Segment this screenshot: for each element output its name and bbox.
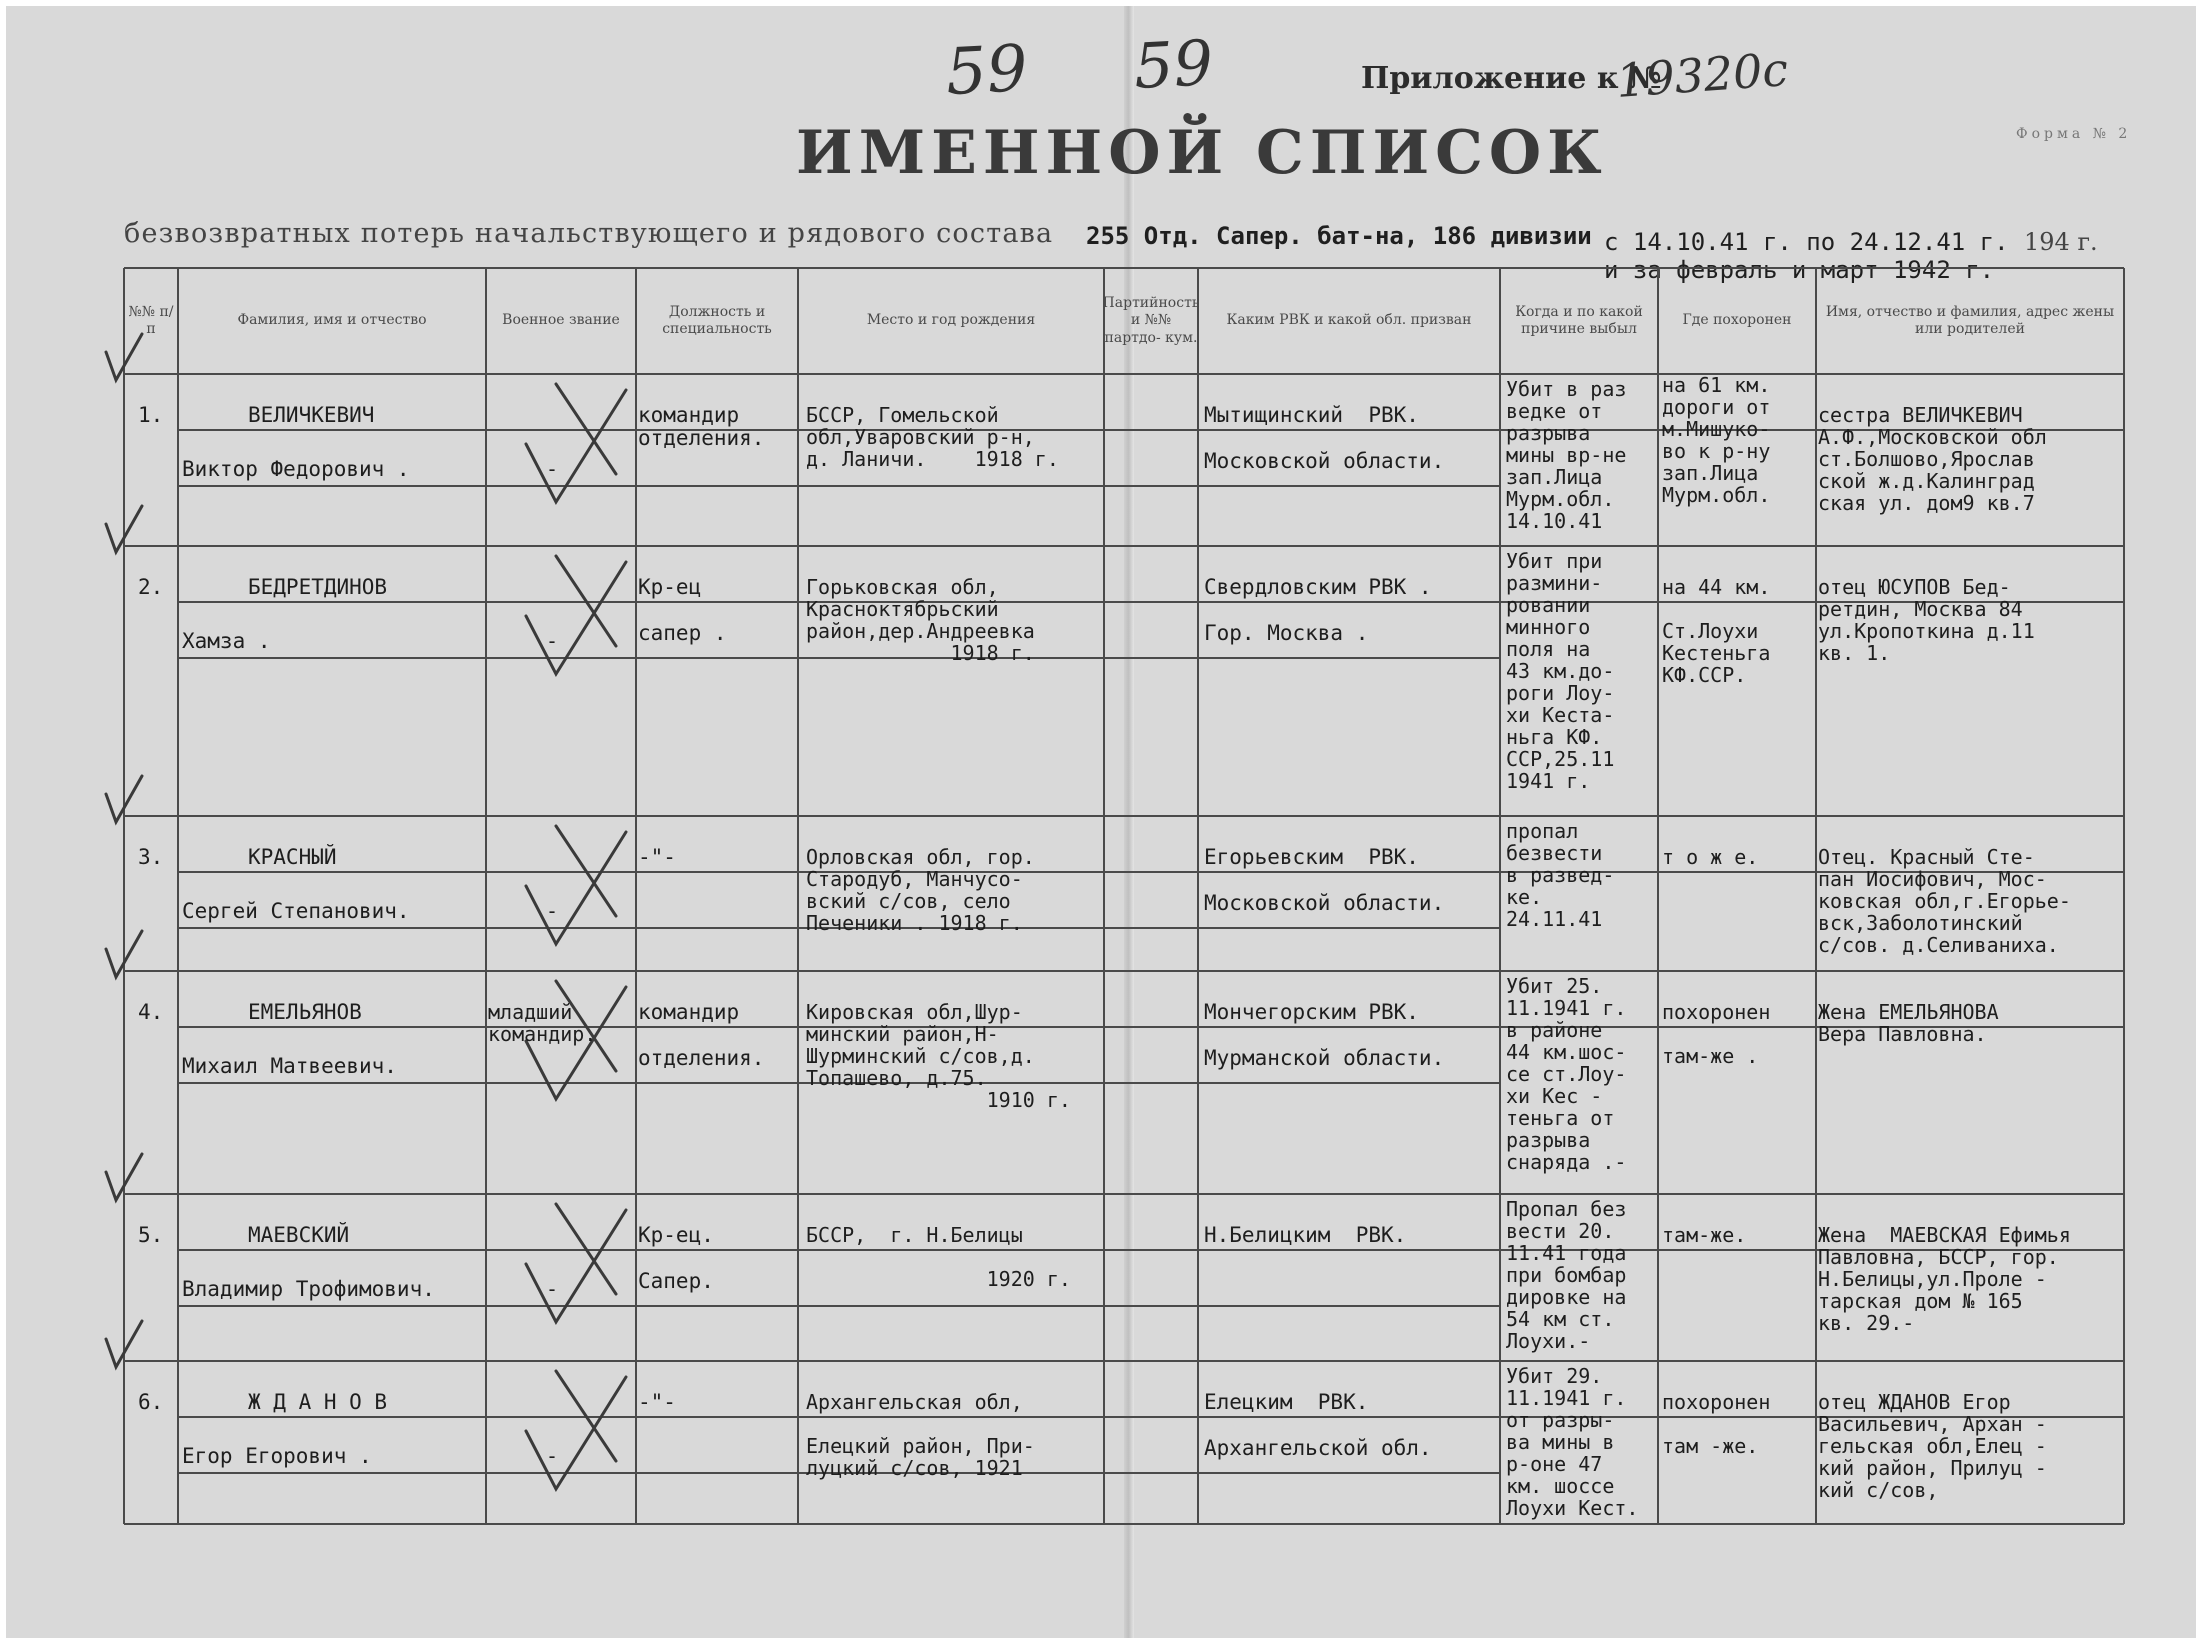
- row-number: 1.: [138, 403, 164, 427]
- surname: БЕДРЕТДИНОВ: [248, 575, 388, 599]
- draft-office: Мытищинский РВК. Московской области.: [1204, 403, 1445, 473]
- relatives-address: отец ЮСУПОВ Бед- ретдин, Москва 84 ул.Кропоткина д.11 кв. 1.: [1818, 575, 2035, 665]
- appendix-label: Приложение к №: [1361, 61, 1662, 96]
- birthplace-year: Орловская обл, гор. Стародуб, Манчусо- вский с/сов, село Печеники . 1918 г.: [806, 845, 1035, 935]
- loss-reason: Убит 25. 11.1941 г. в районе 44 км.шос- се ст.Лоу- хи Кес - теньга от разрыва снаряда .-: [1506, 974, 1627, 1174]
- given-names: Сергей Степанович.: [182, 899, 410, 923]
- cross-check-mark: [526, 1371, 626, 1489]
- col-num-header: №№ п/п: [128, 303, 174, 337]
- burial-place: на 44 км. Ст.Лоухи Кестеньга КФ.ССР.: [1662, 575, 1771, 687]
- draft-office: Н.Белицким РВК.: [1204, 1223, 1407, 1247]
- row-number: 4.: [138, 1000, 164, 1024]
- handwritten-page-number-2: 59: [1132, 25, 1215, 104]
- military-rank: -: [546, 1444, 559, 1468]
- draft-office: Свердловским РВК . Гор. Москва .: [1204, 575, 1432, 645]
- loss-reason: Убит в раз ведке от разрыва мины вр-не зап.Лица Мурм.обл. 14.10.41: [1506, 377, 1627, 533]
- unit-name: 255 Отд. Сапер. бат-на, 186 дивизии: [1086, 222, 1592, 250]
- position: командир отделения.: [638, 403, 765, 450]
- col-reason-header: Когда и по какой причине выбыл: [1515, 303, 1643, 337]
- burial-place: похоронен там -же.: [1662, 1390, 1771, 1458]
- position: -"-: [638, 845, 676, 869]
- birthplace-year: БССР, г. Н.Белицы 1920 г.: [806, 1223, 1071, 1291]
- relatives-address: Жена ЕМЕЛЬЯНОВА Вера Павловна.: [1818, 1000, 1999, 1046]
- draft-office: Елецким РВК. Архангельской обл.: [1204, 1390, 1432, 1460]
- row-number: 2.: [138, 575, 164, 599]
- military-rank: -: [546, 457, 559, 481]
- relatives-address: отец ЖДАНОВ Егор Васильевич, Архан - гельская обл,Елец - кий район, Прилуц - кий с/сов,: [1818, 1390, 2047, 1502]
- given-names: Михаил Матвеевич.: [182, 1054, 397, 1078]
- col-position-header: Должность и специальность: [662, 303, 772, 337]
- military-rank: младший командир.: [488, 1000, 597, 1046]
- given-names: Хамза .: [182, 629, 271, 653]
- burial-place: похоронен там-же .: [1662, 1000, 1771, 1068]
- relatives-address: Жена МАЕВСКАЯ Ефимья Павловна, БССР, гор. Н.Белицы,ул.Проле - тарская дом № 165 кв. 29.-: [1818, 1223, 2071, 1335]
- row-number: 5.: [138, 1223, 164, 1247]
- position: Кр-ец сапер .: [638, 575, 727, 645]
- relatives-address: Отец. Красный Сте- пан Иосифович, Мос- ковская обл,г.Егорье- вск,Заболотинский с/сов. д.Селиваниха.: [1818, 845, 2071, 957]
- military-rank: -: [546, 1277, 559, 1301]
- burial-place: т о ж е.: [1662, 845, 1759, 869]
- page-title: ИМЕННОЙ СПИСОК: [796, 118, 1608, 188]
- military-rank: -: [546, 899, 559, 923]
- period-line-1: с 14.10.41 г. по 24.12.41 г.: [1604, 228, 2009, 256]
- col-relatives-header: Имя, отчество и фамилия, адрес жены или родителей: [1825, 303, 2115, 337]
- col-party-header: Партийность и №№ партдо- кум.: [1102, 294, 1200, 346]
- birthplace-year: Кировская обл,Шур- минский район,Н- Шурминский с/сов,д. Топашево, д.75. 1910 г.: [806, 1000, 1071, 1112]
- handwritten-page-number: 59: [944, 31, 1030, 111]
- col-birth-header: Место и год рождения: [866, 312, 1036, 329]
- loss-reason: Убит 29. 11.1941 г. от разры- ва мины в р-оне 47 км. шоссе Лоухи Кест.: [1506, 1364, 1639, 1520]
- surname: МАЕВСКИЙ: [248, 1223, 350, 1247]
- cross-check-mark: [526, 556, 626, 674]
- relatives-address: сестра ВЕЛИЧКЕВИЧ А.Ф.,Московской обл ст.Болшово,Ярослав ской ж.д.Калинград ская ул. дом9 кв.7: [1818, 403, 2047, 515]
- given-names: Егор Егорович .: [182, 1444, 372, 1468]
- year-placeholder: 194 г.: [2024, 228, 2098, 256]
- surname: ВЕЛИЧКЕВИЧ: [248, 403, 375, 427]
- position: -"-: [638, 1390, 676, 1414]
- burial-place: на 61 км. дороги от м.Мишуко- во к р-ну зап.Лица Мурм.обл.: [1662, 373, 1771, 507]
- draft-office: Егорьевским РВК. Московской области.: [1204, 845, 1445, 915]
- loss-reason: Пропал без вести 20. 11.41 года при бомбар дировке на 54 км ст. Лоухи.-: [1506, 1197, 1627, 1353]
- appendix-number: 19320с: [1614, 42, 1790, 108]
- cross-check-mark: [526, 1204, 626, 1322]
- form-number: Форма № 2: [2016, 126, 2132, 142]
- surname: ЕМЕЛЬЯНОВ: [248, 1000, 362, 1024]
- row-number: 6.: [138, 1390, 164, 1414]
- col-name-header: Фамилия, имя и отчество: [237, 312, 427, 329]
- draft-office: Мончегорским РВК. Мурманской области.: [1204, 1000, 1445, 1070]
- birthplace-year: БССР, Гомельской обл,Уваровский р-н, д. Ланичи. 1918 г.: [806, 403, 1059, 471]
- document-page: [6, 6, 2196, 1638]
- given-names: Владимир Трофимович.: [182, 1277, 435, 1301]
- given-names: Виктор Федорович .: [182, 457, 410, 481]
- birthplace-year: Горьковская обл, Красноктябрьский район,дер.Андреевка 1918 г.: [806, 575, 1035, 665]
- col-burial-header: Где похоронен: [1682, 312, 1792, 329]
- military-rank: -: [546, 629, 559, 653]
- burial-place: там-же.: [1662, 1223, 1747, 1247]
- surname: КРАСНЫЙ: [248, 845, 337, 869]
- loss-reason: Убит при размини- ровании минного поля на 43 км.до- роги Лоу- хи Кеста- ньга КФ. ССР,25.11 1941 г.: [1506, 549, 1615, 793]
- col-rvk-header: Каким РВК и какой обл. призван: [1226, 312, 1472, 329]
- period-line-2: и за февраль и март 1942 г.: [1604, 256, 1995, 284]
- row-number: 3.: [138, 845, 164, 869]
- loss-reason: пропал безвести в развед- ке. 24.11.41: [1506, 819, 1615, 931]
- surname: Ж Д А Н О В: [248, 1390, 388, 1414]
- position: командир отделения.: [638, 1000, 765, 1070]
- position: Кр-ец. Сапер.: [638, 1223, 714, 1293]
- cross-check-mark: [526, 826, 626, 944]
- subtitle: безвозвратных потерь начальствующего и рядового состава: [124, 218, 1054, 249]
- birthplace-year: Архангельская обл, Елецкий район, При- луцкий с/сов, 1921: [806, 1390, 1035, 1480]
- cross-check-mark: [526, 384, 626, 502]
- col-rank-header: Военное звание: [502, 312, 620, 329]
